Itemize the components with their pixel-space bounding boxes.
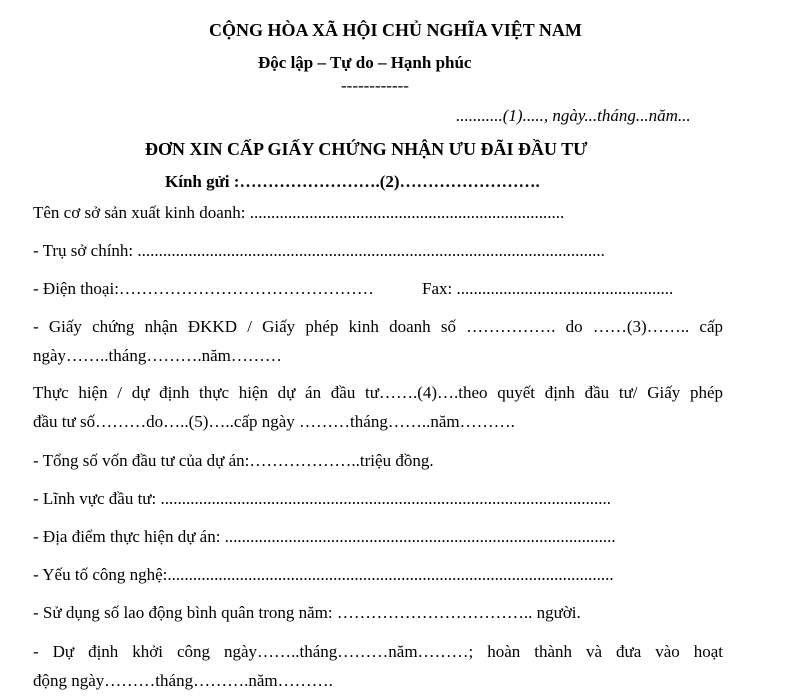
project-location-field: - Địa điểm thực hiện dự án: ............................................................................................ <box>33 527 616 546</box>
investment-field: - Lĩnh vực đầu tư: .......................................................................................................... <box>33 489 611 508</box>
business-name-field: Tên cơ sở sản xuất kinh doanh: .......................................................................... <box>33 203 565 222</box>
recipient: Kính gửi :…………………….(2)……………………. <box>165 172 540 191</box>
head-office-field: - Trụ sở chính: .............................................................................................................. <box>33 241 605 260</box>
country-heading: CỘNG HÒA XÃ HỘI CHỦ NGHĨA VIỆT NAM <box>209 20 582 40</box>
phone-field: - Điện thoại:……………………………………… <box>33 279 374 298</box>
fax-field: Fax: ................................................... <box>422 279 674 298</box>
license-field-line-1: - Giấy chứng nhận ĐKKD / Giấy phép kinh doanh số ……………. do ……(3)…….. cấp <box>33 317 723 336</box>
schedule-field-line-2: động ngày………tháng……….năm………. <box>33 671 333 690</box>
technology-field: - Yếu tố công nghệ:......................................................................................................... <box>33 565 614 584</box>
total-capital-field: - Tổng số vốn đầu tư của dự án:………………..triệu đồng. <box>33 451 434 470</box>
schedule-field-line-1: - Dự định khởi công ngày……..tháng………năm………; hoàn thành và đưa vào hoạt <box>33 642 723 661</box>
divider: ------------ <box>341 76 409 95</box>
document-title: ĐƠN XIN CẤP GIẤY CHỨNG NHẬN ƯU ĐÃI ĐẦU TƯ <box>145 139 588 159</box>
motto: Độc lập – Tự do – Hạnh phúc <box>258 53 472 72</box>
place-date: ...........(1)....., ngày...tháng...năm... <box>456 106 691 125</box>
labor-field: - Sử dụng số lao động bình quân trong năm: …………………………….. người. <box>33 603 581 622</box>
project-field-line-1: Thực hiện / dự định thực hiện dự án đầu tư…….(4)….theo quyết định đầu tư/ Giấy phép <box>33 383 723 402</box>
project-field-line-2: đầu tư số………do…..(5)…..cấp ngày ………tháng……..năm………. <box>33 412 515 431</box>
license-field-line-2: ngày……..tháng……….năm……… <box>33 346 282 365</box>
